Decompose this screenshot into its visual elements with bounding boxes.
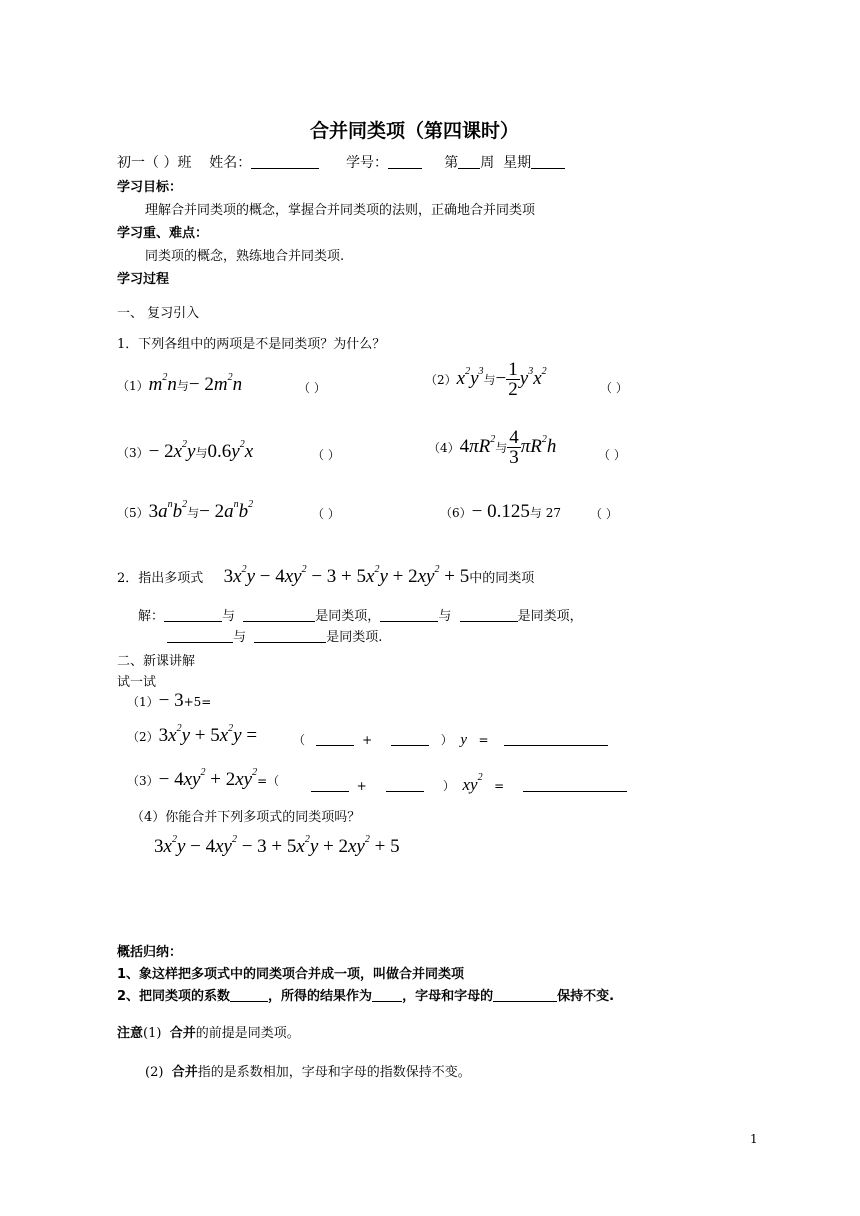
result-blank[interactable] — [523, 777, 627, 792]
try-3-fill: + ） $xy^2$ = — [311, 775, 627, 795]
name-blank[interactable] — [251, 154, 319, 169]
name-label: 姓名： — [209, 155, 252, 171]
answer-line-1: 解： 与 是同类项， 与 是同类项， — [138, 609, 583, 624]
pair-1: $(1)m^2n$与− $2m^2n$ — [117, 372, 243, 395]
try-4-expression: $3x^2y - 4xy^2 - 3 + 5x^2y + 2xy^2 + 5$ — [154, 834, 400, 857]
answer-blank[interactable] — [167, 628, 233, 643]
try-2-fill: （ + ） y = — [293, 731, 608, 749]
pair-2: $(2)x^2y^3$与− $\frac{1}{2}$ $y^3x^2$ — [425, 359, 547, 400]
question-1: 1．下列各组中的两项是不是同类项？为什么？ — [117, 337, 386, 352]
answer-paren-6[interactable]: （ ） — [590, 507, 618, 521]
page-number: 1 — [750, 1132, 758, 1146]
answer-blank[interactable] — [164, 607, 222, 622]
section1-heading: 一、 复习引入 — [117, 306, 200, 321]
note-1: 注意(1) 合并的前提是同类项。 — [117, 1026, 300, 1041]
answer-paren-4[interactable]: （ ） — [598, 448, 626, 462]
try-1: （1）− 3+5= — [127, 690, 212, 711]
answer-blank[interactable] — [460, 607, 518, 622]
week-label: 周 — [480, 155, 495, 171]
try-4: （4）你能合并下列多项式的同类项吗？ — [131, 810, 361, 825]
section2-heading: 二、新课讲解 — [117, 654, 196, 669]
pair-5: $(5)3a^nb^2$与− $2a^nb^2$ — [117, 499, 254, 522]
pair-4: $(4)4\pi R^2$与 $\frac{4}{3}$ $\pi R^2h$ — [428, 427, 557, 468]
answer-paren-2[interactable]: （ ） — [600, 381, 628, 395]
key-points-text: 同类项的概念，熟练地合并同类项. — [145, 249, 345, 264]
answer-blank[interactable] — [380, 607, 438, 622]
objectives-heading: 学习目标： — [117, 180, 183, 195]
student-info-line — [117, 152, 565, 172]
answer-blank[interactable] — [243, 607, 315, 622]
summary-blank[interactable] — [230, 987, 268, 1002]
question-2: 2．指出多项式 $3x^2y - 4xy^2 - 3 + 5x^2y + 2xy^2 + 5$中的同类项 — [117, 564, 535, 587]
page-title: 合并同类项（第四课时） — [310, 120, 520, 142]
class-label: 初一（ ）班 — [117, 155, 192, 171]
coef-blank[interactable] — [386, 777, 424, 792]
weekday-label: 星期 — [503, 155, 532, 171]
answer-paren-5[interactable]: （ ） — [312, 507, 340, 521]
key-points-heading: 学习重、难点： — [117, 226, 209, 241]
pair-3: $(3)- 2x^2y$与$0.6y^2x$ — [117, 439, 254, 462]
try-2: $(2)3x^2y + 5x^2y$ = — [127, 723, 258, 746]
process-heading: 学习过程 — [117, 272, 170, 287]
pair-6: （6）− 0.125与 27 — [440, 501, 561, 522]
summary-blank[interactable] — [493, 987, 557, 1002]
week-blank[interactable] — [458, 154, 480, 169]
summary-blank[interactable] — [372, 987, 402, 1002]
student-no-label: 学号： — [345, 155, 388, 171]
summary-point-2: 2、把同类项的系数 ，所得的结果作为 ，字母和字母的 保持不变. — [117, 989, 615, 1004]
answer-paren-3[interactable]: （ ） — [312, 448, 340, 462]
coef-blank[interactable] — [391, 731, 429, 746]
summary-point-1: 1、象这样把多项式中的同类项合并成一项，叫做合并同类项 — [117, 967, 465, 982]
objectives-text: 理解合并同类项的概念，掌握合并同类项的法则，正确地合并同类项 — [145, 203, 536, 218]
answer-paren-1[interactable]: （ ） — [298, 381, 326, 395]
student-no-blank[interactable] — [388, 154, 422, 169]
note-2: (2) 合并指的是系数相加，字母和字母的指数保持不变。 — [145, 1065, 471, 1080]
try-3: $(3)- 4xy^2 + 2xy^2=$（ — [127, 767, 280, 790]
week-prefix: 第 — [444, 155, 459, 171]
weekday-blank[interactable] — [531, 154, 565, 169]
coef-blank[interactable] — [311, 777, 349, 792]
answer-line-2: 与 是同类项. — [167, 626, 382, 645]
result-blank[interactable] — [504, 731, 608, 746]
summary-heading: 概括归纳： — [117, 945, 183, 960]
answer-blank[interactable] — [254, 628, 326, 643]
try-label: 试一试 — [117, 675, 157, 690]
coef-blank[interactable] — [316, 731, 354, 746]
